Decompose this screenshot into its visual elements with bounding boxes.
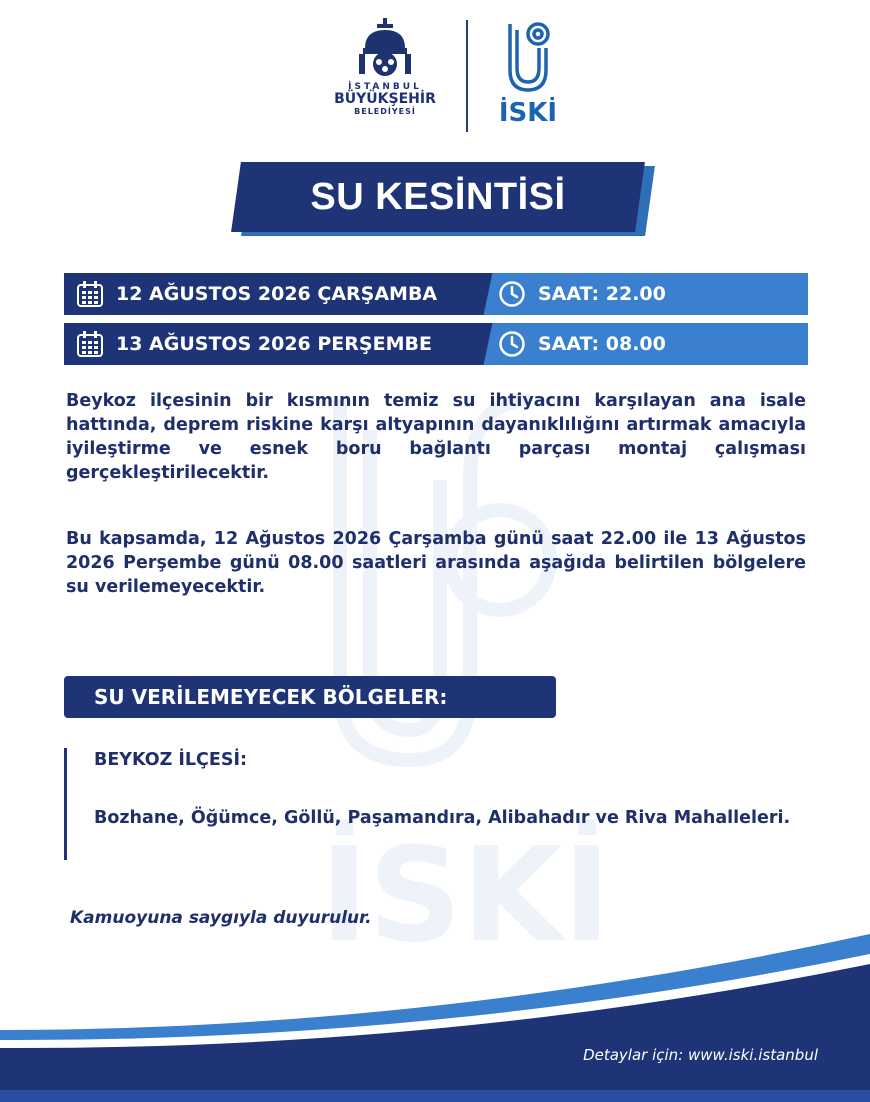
district-accent-bar xyxy=(64,748,67,860)
district-name: BEYKOZ İLÇESİ: xyxy=(94,750,247,770)
affected-areas-heading: SU VERİLEMEYECEK BÖLGELER: xyxy=(64,676,556,718)
schedule-time: SAAT: 08.00 xyxy=(538,333,666,355)
footer-waves xyxy=(0,920,870,1102)
iski-emblem-icon xyxy=(502,18,554,96)
iski-logo-text: İSKİ xyxy=(498,98,558,128)
calendar-icon xyxy=(76,280,104,308)
page-title: SU KESİNTİSİ xyxy=(310,176,566,218)
closing-note: Kamuoyuna saygıyla duyurulur. xyxy=(70,908,372,928)
calendar-icon xyxy=(76,330,104,358)
svg-text:İSKİ: İSKİ xyxy=(320,819,612,971)
iski-logo xyxy=(498,18,558,134)
ibb-logo-line3: BELEDİYESİ xyxy=(354,107,416,116)
schedule-row-end xyxy=(64,323,808,365)
footer-details-link[interactable]: Detaylar için: www.iski.istanbul xyxy=(583,1046,818,1064)
ibb-logo-line1: İSTANBUL xyxy=(348,82,422,92)
district-areas: Bozhane, Öğümce, Göllü, Paşamandıra, Alibahadır ve Riva Mahalleleri. xyxy=(94,808,791,828)
schedule-date: 13 AĞUSTOS 2026 PERŞEMBE xyxy=(116,333,432,355)
clock-icon xyxy=(498,330,526,358)
logo-divider xyxy=(466,20,468,132)
schedule-row-start xyxy=(64,273,808,315)
ibb-logo-line2: BÜYÜKŞEHİR xyxy=(334,91,436,107)
title-banner xyxy=(236,162,652,236)
clock-icon xyxy=(498,280,526,308)
ibb-logo xyxy=(330,18,440,138)
scope-paragraph: Bu kapsamda, 12 Ağustos 2026 Çarşamba günü saat 22.00 ile 13 Ağustos 2026 Perşembe günü 08.00 saatleri arasında aşağıda belirtilen bölgelere su verilemeyecektir. xyxy=(66,529,806,597)
schedule-date: 12 AĞUSTOS 2026 ÇARŞAMBA xyxy=(116,283,438,305)
schedule-time: SAAT: 22.00 xyxy=(538,283,666,305)
ibb-emblem-icon xyxy=(359,18,411,80)
description-paragraph: Beykoz ilçesinin bir kısmının temiz su ihtiyacını karşılayan ana isale hattında, deprem riskine karşı altyapının dayanıklılığını artırmak amacıyla iyileştirme ve esnek boru bağlantı parçası montaj çalışması gerçekleştirilecektir. xyxy=(66,391,806,483)
